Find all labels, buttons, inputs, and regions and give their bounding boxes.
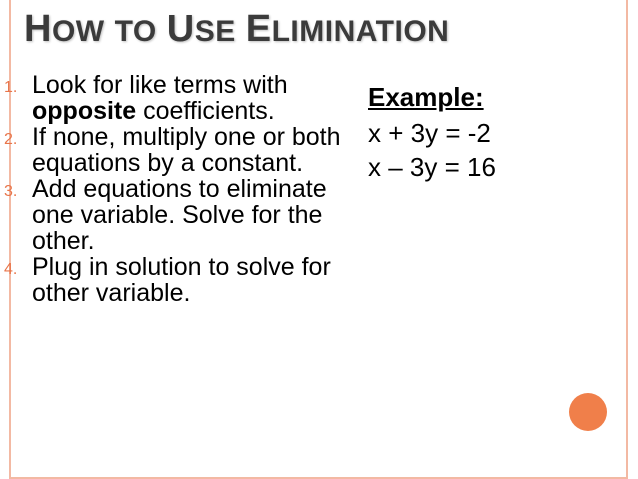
step-item xyxy=(4,124,344,176)
step-item xyxy=(4,176,344,254)
step-text: Plug in solution to solve for other variable. xyxy=(32,253,331,307)
step-item xyxy=(4,72,344,124)
step-number: 3. xyxy=(4,183,18,200)
title-word: HOW xyxy=(24,8,105,50)
step-item xyxy=(4,254,344,306)
step-number: 2. xyxy=(4,131,18,148)
title-word: USE xyxy=(166,8,236,50)
title-word: TO xyxy=(114,15,157,48)
slide-title xyxy=(24,8,459,51)
step-text: Look for like terms with opposite coefficients. xyxy=(32,71,288,125)
step-number: 4. xyxy=(4,261,18,278)
steps-list xyxy=(4,72,344,306)
step-text: Add equations to eliminate one variable. Solve for the other. xyxy=(32,175,327,255)
example-box xyxy=(368,82,496,184)
example-equation: x + 3y = -2 xyxy=(368,118,491,148)
decorative-circle xyxy=(569,393,607,431)
example-equation: x – 3y = 16 xyxy=(368,152,496,182)
emphasis-text: opposite xyxy=(32,97,137,125)
right-border-line xyxy=(626,0,628,479)
example-heading: Example: xyxy=(368,82,484,112)
step-text: If none, multiply one or both equations by a constant. xyxy=(32,123,341,177)
step-number: 1. xyxy=(4,79,18,96)
title-word: ELIMINATION xyxy=(245,8,450,50)
